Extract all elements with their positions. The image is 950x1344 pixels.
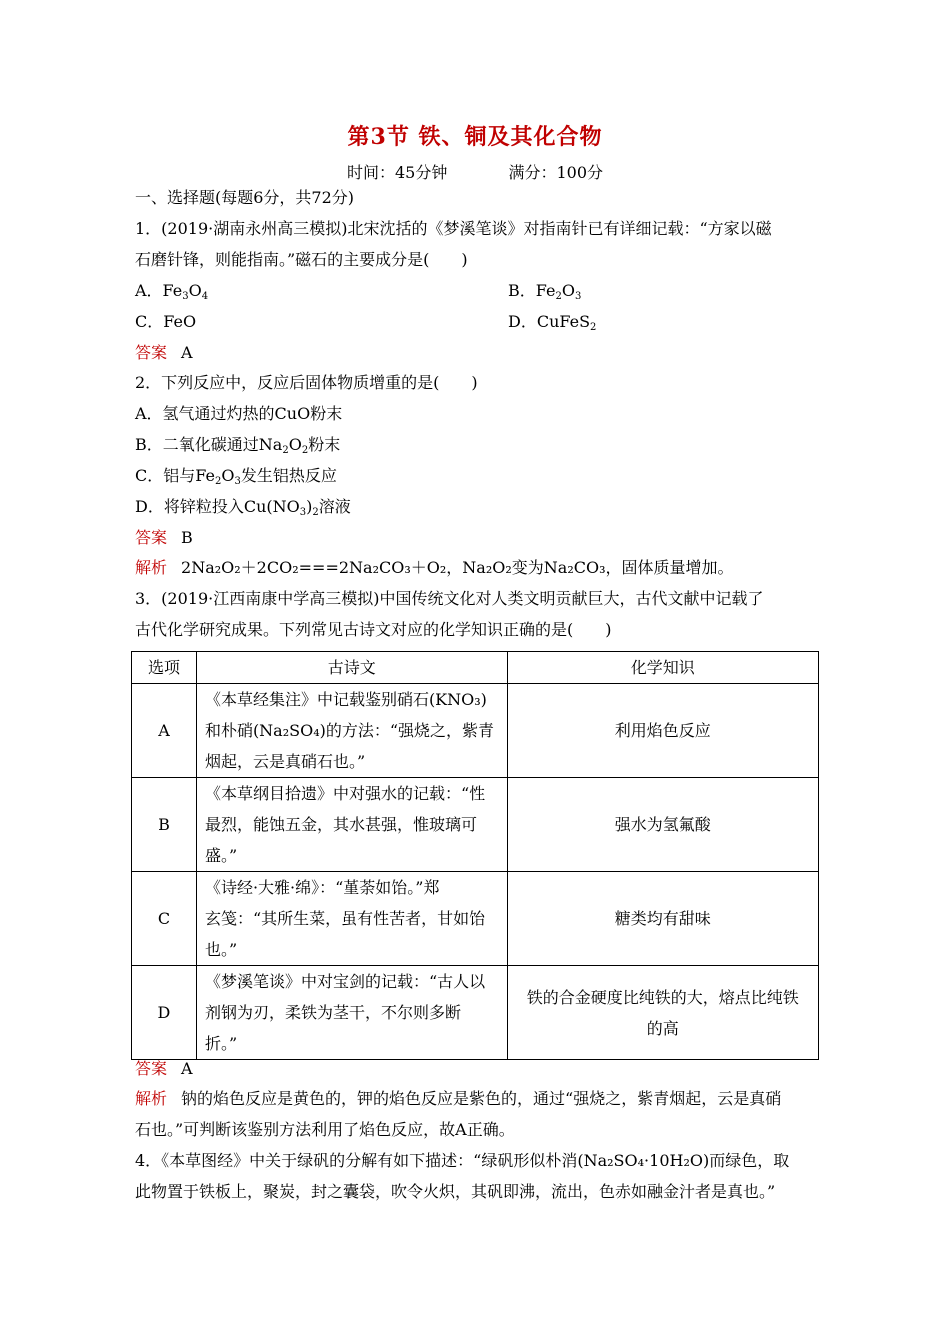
- q1-option-b: B．$Fe_2O_3$: [508, 281, 582, 302]
- section-heading: 一、选择题(每题6分，共72分): [135, 188, 355, 207]
- full-score: 满分：100分: [508, 163, 603, 182]
- answer-label: 答案: [135, 343, 168, 362]
- q2-analysis: 解析 2Na₂O₂＋2CO₂===2Na₂CO₃＋O₂，Na₂O₂变为Na₂CO₃，固体质量增加。: [135, 558, 734, 577]
- q4-stem-line1: 4．《本草图经》中关于绿矾的分解有如下描述：“绿矾形似朴消(Na₂SO₄·10H₂O)而绿色，取: [135, 1151, 790, 1170]
- q2-option-b: B．二氧化碳通过$Na_2O_2$粉末: [135, 435, 341, 456]
- header-poem: 古诗文: [196, 652, 507, 684]
- page-title: 第3节 铁、铜及其化合物: [347, 124, 603, 150]
- q3-stem-line2: 古代化学研究成果。下列常见古诗文对应的化学知识正确的是( ): [135, 620, 612, 639]
- q1-option-a: A．$Fe_3O_4$: [135, 281, 209, 302]
- answer-label: 答案: [135, 1059, 168, 1078]
- q2-option-a: A．氢气通过灼热的CuO粉末: [135, 404, 343, 423]
- q2-option-c: C．铝与$Fe_2O_3$发生铝热反应: [135, 466, 337, 487]
- header-knowledge: 化学知识: [507, 652, 819, 684]
- q1-option-c: C．FeO: [135, 312, 197, 331]
- exam-meta: [0, 160, 950, 183]
- time-limit: 时间：45分钟: [346, 163, 448, 182]
- q3-analysis-line1: 解析 钠的焰色反应是黄色的，钾的焰色反应是紫色的，通过“强烧之，紫青烟起，云是真硝: [135, 1089, 782, 1108]
- table-row: B 《本草纲目拾遗》中对强水的记载：“性 最烈，能蚀五金，其水甚强，惟玻璃可 盛。” 强水为氢氟酸: [132, 778, 819, 872]
- q3-answer: 答案 A: [135, 1059, 193, 1078]
- q3-analysis-line2: 石也。”可判断该鉴别方法利用了焰色反应，故A正确。: [135, 1120, 515, 1139]
- q1-option-d: D．CuFeS$_2$: [508, 312, 597, 333]
- q2-answer: 答案 B: [135, 528, 193, 547]
- table-row: D 《梦溪笔谈》中对宝剑的记载：“古人以 剂钢为刃，柔铁为茎干，不尔则多断 折。” 铁的合金硬度比纯铁的大，熔点比纯铁 的高: [132, 966, 819, 1060]
- analysis-label: 解析: [135, 1089, 168, 1108]
- q2-option-d: D．将锌粒投入$Cu(NO_3)_2$溶液: [135, 497, 351, 518]
- q2-stem: 2．下列反应中，反应后固体物质增重的是( ): [135, 373, 478, 392]
- q3-stem-line1: 3．(2019·江西南康中学高三模拟)中国传统文化对人类文明贡献巨大，古代文献中记载了: [135, 589, 764, 608]
- table-row: A 《本草经集注》中记载鉴别硝石(KNO₃) 和朴硝(Na₂SO₄)的方法：“强烧之，紫青 烟起，云是真硝石也。” 利用焰色反应: [132, 684, 819, 778]
- q4-stem-line2: 此物置于铁板上，聚炭，封之囊袋，吹令火炽，其矾即沸，流出，色赤如融金汁者是真也。”: [135, 1182, 776, 1201]
- header-option: 选项: [132, 652, 197, 684]
- q1-stem-line2: 石磨针锋，则能指南。”磁石的主要成分是( ): [135, 250, 468, 269]
- answer-label: 答案: [135, 528, 168, 547]
- q1-stem-line1: 1．(2019·湖南永州高三模拟)北宋沈括的《梦溪笔谈》对指南针已有详细记载：“方家以磁: [135, 219, 772, 238]
- q3-table: [131, 651, 819, 1060]
- q1-answer: 答案 A: [135, 343, 193, 362]
- analysis-label: 解析: [135, 558, 168, 577]
- table-header-row: [132, 652, 819, 684]
- table-row: C 《诗经·大雅·绵》：“堇荼如饴。”郑 玄笺：“其所生菜，虽有性苦者，甘如饴 也。” 糖类均有甜味: [132, 872, 819, 966]
